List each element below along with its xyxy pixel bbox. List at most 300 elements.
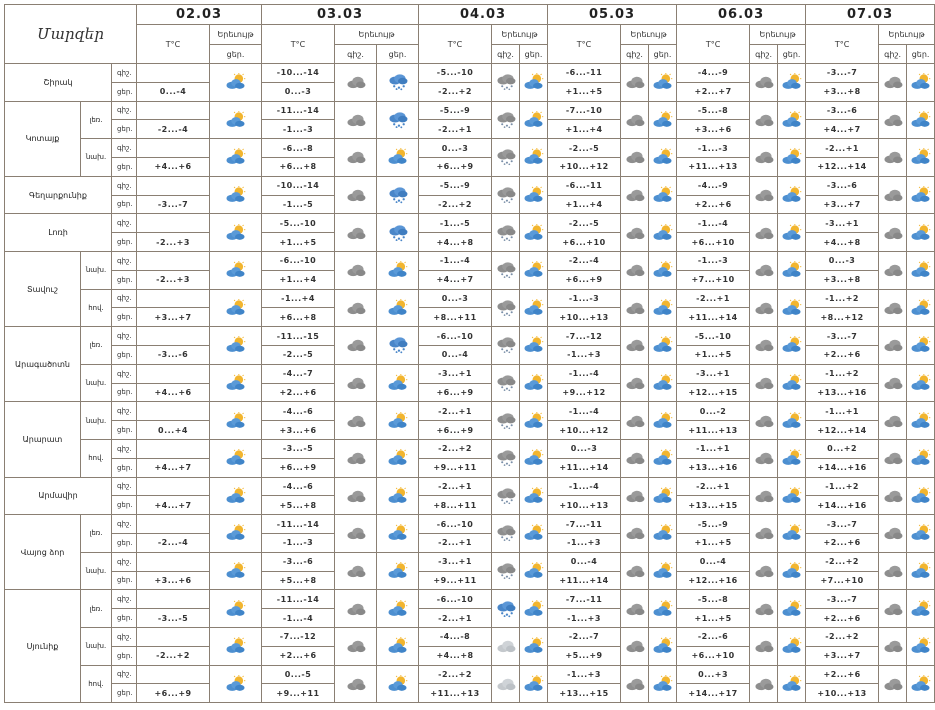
temperature-cell: -1...-3 (262, 120, 335, 139)
date-header: 02.03 (137, 5, 262, 25)
time-of-day-label: ցեր. (112, 496, 137, 515)
table-row (5, 176, 935, 195)
cloud-icon (881, 111, 905, 129)
temperature-cell: +7...+10 (806, 571, 879, 590)
phenomena-day-cell (520, 139, 548, 177)
temperature-cell: -3...-5 (137, 609, 210, 628)
temperature-cell: +3...+7 (806, 195, 879, 214)
temperature-cell: +11...+13 (677, 157, 750, 176)
partly-cloudy-icon (522, 600, 546, 618)
phenomena-cell (210, 402, 262, 440)
phenomena-day-cell (649, 627, 677, 665)
temperature-cell: -3...-6 (262, 552, 335, 571)
phenomena-night-cell (879, 439, 907, 477)
temperature-cell: +12...+15 (677, 383, 750, 402)
partly-cloudy-icon (522, 224, 546, 242)
cloud-icon (881, 600, 905, 618)
night-subheader: գիշ. (335, 45, 377, 64)
phenomena-night-cell (750, 251, 778, 289)
time-of-day-label: գիշ. (112, 101, 137, 120)
cloud-icon (344, 600, 368, 618)
temperature-cell: -5...-9 (419, 176, 492, 195)
cloud-icon (881, 336, 905, 354)
temperature-cell: +3...+8 (806, 270, 879, 289)
temperature-cell: +2...+6 (262, 383, 335, 402)
temperature-cell: 0...-3 (806, 251, 879, 270)
phenomena-night-cell (335, 289, 377, 327)
phenomena-day-cell (377, 590, 419, 628)
phenomena-day-cell (649, 439, 677, 477)
phenomena-day-cell (649, 477, 677, 515)
temp-header: T°C (137, 25, 210, 64)
phenomena-day-cell (778, 214, 806, 252)
phenomena-day-cell (377, 477, 419, 515)
phenomena-night-cell (492, 590, 520, 628)
partly-cloudy-icon (386, 487, 410, 505)
table-row (5, 139, 935, 158)
partly-cloudy-icon (780, 562, 804, 580)
phenomena-day-cell (778, 251, 806, 289)
cloud-icon (623, 224, 647, 242)
temperature-cell: -2...-4 (548, 251, 621, 270)
subregion-label: լեռ. (81, 327, 112, 365)
temperature-cell: -2...+1 (677, 289, 750, 308)
partly-cloudy-icon (386, 374, 410, 392)
day-subheader: ցեր. (520, 45, 548, 64)
partly-cloudy-icon (522, 487, 546, 505)
cloud-icon (752, 449, 776, 467)
temperature-cell: -4...-6 (262, 402, 335, 421)
partly-cloudy-icon (909, 562, 933, 580)
temperature-cell: +10...+12 (548, 421, 621, 440)
temperature-cell: -2...+2 (419, 195, 492, 214)
partly-cloudy-icon (224, 487, 248, 505)
cloud-icon (752, 675, 776, 693)
phenomena-night-cell (335, 139, 377, 177)
temperature-cell: +6...+8 (262, 157, 335, 176)
phenomena-day-cell (520, 627, 548, 665)
phenomena-cell (210, 176, 262, 214)
phenomena-night-cell (492, 289, 520, 327)
temperature-cell: -3...-7 (806, 327, 879, 346)
temperature-cell: -6...-10 (419, 590, 492, 609)
partly-cloudy-icon (522, 562, 546, 580)
temperature-cell: +3...+7 (137, 308, 210, 327)
cloud-icon (881, 412, 905, 430)
temperature-cell: +9...+11 (419, 571, 492, 590)
phenomena-header: Երեւույթ (879, 25, 935, 45)
temperature-cell: 0...-2 (677, 402, 750, 421)
partly-cloudy-icon (651, 637, 675, 655)
temperature-cell: -2...-4 (137, 120, 210, 139)
phenomena-cell (210, 590, 262, 628)
phenomena-night-cell (879, 627, 907, 665)
temperature-cell: +14...+16 (806, 458, 879, 477)
phenomena-night-cell (492, 327, 520, 365)
cloud-icon (881, 73, 905, 91)
temperature-cell: -7...-10 (548, 101, 621, 120)
cloud-icon (752, 562, 776, 580)
subregion-label: նախ. (81, 139, 112, 177)
temperature-cell: -3...-7 (806, 590, 879, 609)
temperature-cell: +4...+6 (137, 157, 210, 176)
phenomena-day-cell (907, 665, 935, 703)
phenomena-night-cell (335, 251, 377, 289)
day-subheader: ցեր. (210, 45, 262, 64)
temperature-cell: +6...+9 (419, 157, 492, 176)
forecast-table (4, 4, 935, 703)
partly-cloudy-icon (909, 675, 933, 693)
partly-cloudy-icon (224, 261, 248, 279)
cloud-icon (344, 524, 368, 542)
cloud-icon (344, 637, 368, 655)
partly-cloudy-icon (780, 487, 804, 505)
temperature-cell: -1...+1 (806, 402, 879, 421)
partly-cloudy-icon (909, 73, 933, 91)
temperature-cell (137, 477, 210, 496)
phenomena-day-cell (907, 590, 935, 628)
partly-cloudy-icon (224, 600, 248, 618)
temperature-cell: -2...-7 (548, 627, 621, 646)
temperature-cell: -6...-11 (548, 64, 621, 83)
partly-cloudy-icon (522, 374, 546, 392)
temperature-cell: -2...-6 (677, 627, 750, 646)
cloud-icon (623, 600, 647, 618)
partly-cloudy-icon (386, 675, 410, 693)
temperature-cell: -5...-9 (677, 515, 750, 534)
phenomena-night-cell (492, 101, 520, 139)
phenomena-day-cell (907, 289, 935, 327)
temperature-cell: +2...+6 (806, 609, 879, 628)
temperature-cell: 0...-4 (419, 345, 492, 364)
time-of-day-label: ցեր. (112, 646, 137, 665)
cloud-icon (623, 374, 647, 392)
partly-cloudy-icon (780, 675, 804, 693)
subregion-label: հով. (81, 289, 112, 327)
phenomena-day-cell (907, 139, 935, 177)
phenomena-day-cell (377, 402, 419, 440)
phenomena-day-cell (377, 251, 419, 289)
temperature-cell: -5...-10 (419, 64, 492, 83)
phenomena-header: Երեւույթ (492, 25, 548, 45)
partly-cloudy-icon (386, 637, 410, 655)
temperature-cell: +1...+5 (548, 82, 621, 101)
time-of-day-label: գիշ. (112, 402, 137, 421)
phenomena-night-cell (492, 477, 520, 515)
phenomena-day-cell (377, 327, 419, 365)
phenomena-day-cell (907, 214, 935, 252)
temperature-cell: +5...+8 (262, 571, 335, 590)
day-subheader: ցեր. (778, 45, 806, 64)
sleet-cloud-icon (494, 261, 518, 279)
partly-cloudy-icon (224, 675, 248, 693)
cloud-icon (752, 637, 776, 655)
cloud-icon (752, 111, 776, 129)
temperature-cell: -2...+3 (137, 270, 210, 289)
cloud-icon (344, 73, 368, 91)
temperature-cell: -3...+1 (419, 364, 492, 383)
phenomena-night-cell (750, 289, 778, 327)
phenomena-cell (210, 552, 262, 590)
phenomena-night-cell (879, 477, 907, 515)
time-of-day-label: ցեր. (112, 195, 137, 214)
phenomena-night-cell (492, 139, 520, 177)
temperature-cell: -3...+1 (806, 214, 879, 233)
phenomena-night-cell (621, 289, 649, 327)
temperature-cell: -2...-5 (262, 345, 335, 364)
temperature-cell: -1...-4 (548, 477, 621, 496)
temp-header: T°C (548, 25, 621, 64)
temperature-cell: +4...+8 (419, 646, 492, 665)
sleet-cloud-icon (494, 148, 518, 166)
temperature-cell: -10...-14 (262, 64, 335, 83)
temperature-cell: 0...-4 (677, 552, 750, 571)
partly-cloudy-icon (224, 148, 248, 166)
temperature-cell: -3...-6 (806, 176, 879, 195)
cloud-icon (623, 562, 647, 580)
temperature-cell: +3...+6 (677, 120, 750, 139)
sleet-cloud-icon (494, 449, 518, 467)
phenomena-cell (210, 439, 262, 477)
temperature-cell: +13...+16 (677, 458, 750, 477)
phenomena-night-cell (750, 515, 778, 553)
temperature-cell: +6...+8 (262, 308, 335, 327)
partly-cloudy-icon (651, 148, 675, 166)
table-row (5, 214, 935, 233)
region-name: Լոռի (5, 214, 112, 252)
temperature-cell: +6...+10 (677, 233, 750, 252)
phenomena-night-cell (879, 590, 907, 628)
sleet-cloud-icon (494, 299, 518, 317)
region-name: Տավուշ (5, 251, 81, 326)
phenomena-night-cell (879, 251, 907, 289)
phenomena-night-cell (879, 402, 907, 440)
temperature-cell: +1...+4 (548, 195, 621, 214)
sleet-cloud-icon (494, 73, 518, 91)
phenomena-night-cell (335, 176, 377, 214)
cloud-icon (623, 299, 647, 317)
date-header: 03.03 (262, 5, 419, 25)
phenomena-night-cell (879, 101, 907, 139)
cloud-icon (752, 412, 776, 430)
partly-cloudy-icon (651, 186, 675, 204)
time-of-day-label: գիշ. (112, 590, 137, 609)
time-of-day-label: գիշ. (112, 627, 137, 646)
table-row (5, 552, 935, 571)
snow-cloud-icon (386, 73, 410, 91)
cloud-icon (752, 336, 776, 354)
temperature-cell: +1...+5 (677, 533, 750, 552)
partly-cloudy-icon (224, 412, 248, 430)
temperature-cell: +4...+7 (806, 120, 879, 139)
temperature-cell: -2...-5 (548, 214, 621, 233)
temperature-cell: +2...+7 (677, 82, 750, 101)
temperature-cell: +5...+8 (262, 496, 335, 515)
phenomena-day-cell (520, 214, 548, 252)
phenomena-night-cell (879, 214, 907, 252)
region-name: Սյունիք (5, 590, 81, 703)
cloud-icon (752, 524, 776, 542)
phenomena-day-cell (520, 477, 548, 515)
night-subheader: գիշ. (879, 45, 907, 64)
time-of-day-label: ցեր. (112, 120, 137, 139)
phenomena-day-cell (520, 552, 548, 590)
partly-cloudy-icon (522, 449, 546, 467)
phenomena-night-cell (621, 327, 649, 365)
cloud-icon (623, 111, 647, 129)
temperature-cell: -2...+1 (677, 477, 750, 496)
phenomena-day-cell (778, 327, 806, 365)
temperature-cell: 0...-3 (419, 289, 492, 308)
phenomena-night-cell (621, 552, 649, 590)
temperature-cell: +4...+7 (137, 496, 210, 515)
phenomena-day-cell (907, 515, 935, 553)
time-of-day-label: գիշ. (112, 364, 137, 383)
subregion-label: նախ. (81, 402, 112, 440)
temperature-cell: -5...-10 (677, 327, 750, 346)
phenomena-night-cell (750, 214, 778, 252)
phenomena-day-cell (907, 176, 935, 214)
temperature-cell: -6...-8 (262, 139, 335, 158)
sleet-cloud-icon (494, 374, 518, 392)
cloud-icon (881, 637, 905, 655)
table-row (5, 665, 935, 684)
time-of-day-label: գիշ. (112, 289, 137, 308)
cloud-icon (881, 449, 905, 467)
phenomena-night-cell (335, 64, 377, 102)
table-row (5, 477, 935, 496)
temperature-cell (137, 214, 210, 233)
cloud-icon (623, 186, 647, 204)
phenomena-night-cell (750, 139, 778, 177)
region-name: Արարատ (5, 402, 81, 477)
table-row (5, 439, 935, 458)
temperature-cell: +1...+5 (677, 609, 750, 628)
cloud-icon (344, 487, 368, 505)
temperature-cell: -2...-5 (548, 139, 621, 158)
phenomena-night-cell (621, 214, 649, 252)
partly-cloudy-icon (909, 487, 933, 505)
partly-cloudy-icon (224, 524, 248, 542)
phenomena-night-cell (750, 627, 778, 665)
phenomena-cell (210, 515, 262, 553)
temperature-cell: +2...+6 (806, 345, 879, 364)
cloud-icon (344, 261, 368, 279)
temperature-cell: -3...-5 (262, 439, 335, 458)
cloud-icon (623, 675, 647, 693)
cloud-icon (752, 73, 776, 91)
phenomena-night-cell (621, 364, 649, 402)
temperature-cell: -4...-9 (677, 64, 750, 83)
temperature-cell: -2...+3 (137, 233, 210, 252)
time-of-day-label: ցեր. (112, 533, 137, 552)
partly-cloudy-icon (909, 637, 933, 655)
phenomena-night-cell (879, 327, 907, 365)
temperature-cell: -3...-7 (806, 515, 879, 534)
phenomena-night-cell (335, 214, 377, 252)
partly-cloudy-icon (224, 111, 248, 129)
partly-cloudy-icon (522, 412, 546, 430)
region-name: Արագածոտն (5, 327, 81, 402)
cloud-icon (881, 261, 905, 279)
partly-cloudy-icon (780, 148, 804, 166)
snow-cloud-icon (386, 224, 410, 242)
temperature-cell: +4...+7 (419, 270, 492, 289)
partly-cloudy-icon (522, 675, 546, 693)
temperature-cell: +12...+16 (677, 571, 750, 590)
partly-cloudy-icon (224, 449, 248, 467)
temperature-cell: -6...-11 (548, 176, 621, 195)
temperature-cell: -11...-14 (262, 590, 335, 609)
snow-cloud-icon (386, 336, 410, 354)
temperature-cell: +10...+13 (548, 308, 621, 327)
cloud-icon (344, 224, 368, 242)
phenomena-cell (210, 251, 262, 289)
temperature-cell: -1...-4 (548, 364, 621, 383)
temperature-cell: -4...-9 (677, 176, 750, 195)
phenomena-night-cell (492, 251, 520, 289)
temperature-cell: -11...-14 (262, 515, 335, 534)
phenomena-night-cell (492, 515, 520, 553)
time-of-day-label: ցեր. (112, 458, 137, 477)
phenomena-day-cell (520, 251, 548, 289)
phenomena-day-cell (377, 64, 419, 102)
phenomena-night-cell (335, 439, 377, 477)
phenomena-night-cell (621, 477, 649, 515)
phenomena-day-cell (649, 327, 677, 365)
partly-cloudy-icon (522, 186, 546, 204)
phenomena-day-cell (907, 364, 935, 402)
time-of-day-label: գիշ. (112, 327, 137, 346)
phenomena-cell (210, 289, 262, 327)
temperature-cell: -1...+3 (548, 345, 621, 364)
cloud-icon (623, 487, 647, 505)
phenomena-night-cell (335, 552, 377, 590)
time-of-day-label: գիշ. (112, 214, 137, 233)
phenomena-night-cell (879, 515, 907, 553)
day-subheader: ցեր. (377, 45, 419, 64)
cloud-icon (881, 186, 905, 204)
forecast-table-wrapper (4, 4, 935, 703)
region-name: Կոտայք (5, 101, 81, 176)
phenomena-night-cell (879, 364, 907, 402)
temperature-cell: 0...-4 (137, 82, 210, 101)
partly-cloudy-icon (386, 449, 410, 467)
temperature-cell: +14...+16 (806, 496, 879, 515)
temperature-cell: -1...+3 (548, 609, 621, 628)
temperature-cell: +10...+12 (548, 157, 621, 176)
subregion-label: նախ. (81, 552, 112, 590)
sleet-cloud-icon (494, 412, 518, 430)
phenomena-day-cell (907, 101, 935, 139)
partly-cloudy-icon (780, 524, 804, 542)
phenomena-night-cell (492, 176, 520, 214)
phenomena-night-cell (621, 176, 649, 214)
cloud-icon (752, 224, 776, 242)
temp-header: T°C (262, 25, 335, 64)
cloud-icon (881, 562, 905, 580)
temperature-cell: -1...-4 (419, 251, 492, 270)
time-of-day-label: ցեր. (112, 270, 137, 289)
phenomena-night-cell (750, 477, 778, 515)
partly-cloudy-icon (651, 412, 675, 430)
time-of-day-label: գիշ. (112, 515, 137, 534)
phenomena-day-cell (649, 176, 677, 214)
temperature-cell: -6...-10 (419, 515, 492, 534)
temperature-cell: -1...+2 (806, 364, 879, 383)
temperature-cell: -1...-3 (548, 289, 621, 308)
partly-cloudy-icon (780, 299, 804, 317)
